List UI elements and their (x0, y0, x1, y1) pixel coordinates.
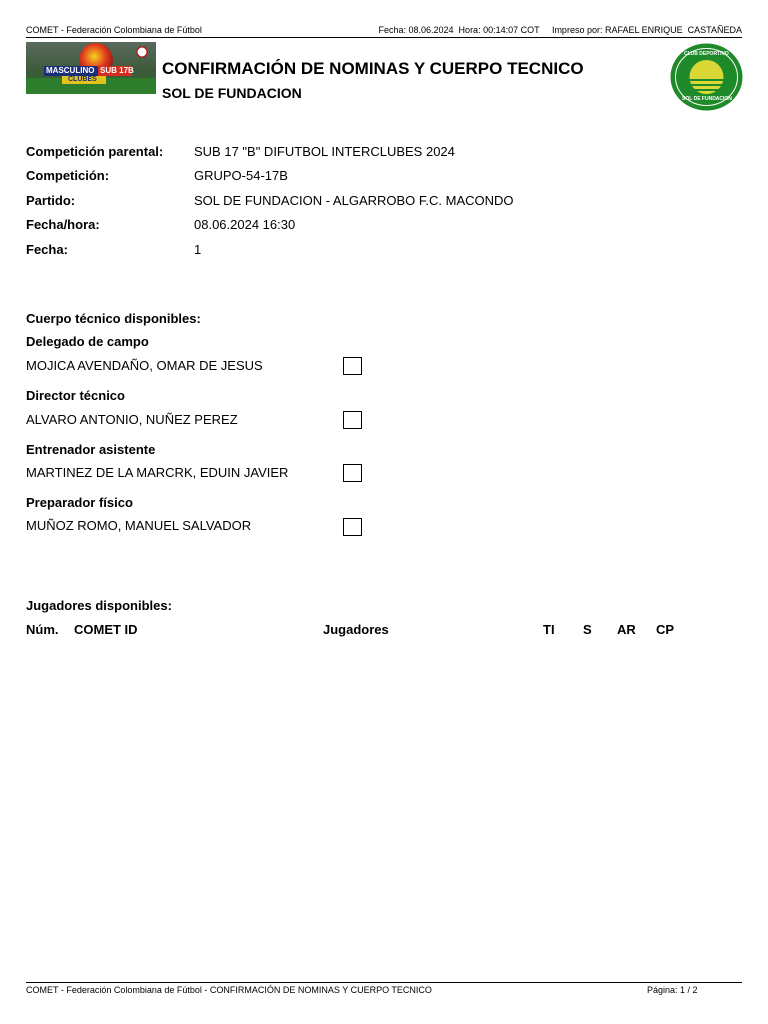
info-label: Fecha: (26, 241, 68, 257)
team-name: SOL DE FUNDACION (162, 85, 302, 101)
staff-role-label: Entrenador asistente (26, 442, 156, 457)
footer-text: COMET - Federación Colombiana de Fútbol - CONFIRMACIÓN DE NOMINAS Y CUERPO TECNICO (26, 985, 432, 995)
banner-text-masculino: MASCULINO (46, 66, 95, 75)
col-header-comet-id: COMET ID (74, 622, 138, 637)
banner-text-clubes: CLUBES (68, 76, 97, 83)
print-header (26, 24, 742, 38)
col-header-s: S (583, 622, 592, 637)
staff-confirm-checkbox[interactable] (343, 357, 362, 375)
col-header-ar: AR (617, 622, 636, 637)
footer-divider (26, 982, 742, 983)
info-value: 1 (194, 241, 202, 257)
col-header-num: Núm. (26, 622, 59, 637)
staff-confirm-checkbox[interactable] (343, 411, 362, 429)
staff-role-label: Delegado de campo (26, 334, 149, 349)
info-label: Competición: (26, 168, 110, 184)
info-label: Partido: (26, 192, 76, 208)
club-logo-bottom-text: SOL DE FUNDACION (682, 96, 732, 102)
banner-text-category: SUB 17B (100, 66, 134, 75)
staff-confirm-checkbox[interactable] (343, 518, 362, 536)
col-header-players: Jugadores (323, 622, 389, 637)
staff-role-label: Preparador físico (26, 495, 133, 510)
info-value: GRUPO-54-17B (194, 168, 288, 184)
org-name: COMET - Federación Colombiana de Fútbol (26, 25, 202, 35)
staff-member-name: ALVARO ANTONIO, NUÑEZ PEREZ (26, 412, 238, 427)
info-label: Competición parental: (26, 144, 164, 159)
col-header-cp: CP (656, 622, 675, 637)
club-logo-top-text: CLUB DEPORTIVO (684, 51, 729, 57)
staff-role-label: Director técnico (26, 388, 125, 403)
tournament-banner (26, 42, 156, 94)
staff-member-name: MUÑOZ ROMO, MANUEL SALVADOR (26, 518, 252, 533)
page-number: Página: 1 / 2 (647, 985, 698, 995)
print-info: Fecha: 08.06.2024 Hora: 00:14:07 COT Impreso por: RAFAEL ENRIQUE CASTAÑEDA (378, 25, 742, 35)
header-divider (26, 37, 742, 38)
staff-member-name: MARTINEZ DE LA MARCRK, EDUIN JAVIER (26, 465, 289, 480)
info-value: SUB 17 "B" DIFUTBOL INTERCLUBES 2024 (194, 144, 455, 159)
info-value: 08.06.2024 16:30 (194, 217, 296, 233)
document-title: CONFIRMACIÓN DE NOMINAS Y CUERPO TECNICO (162, 59, 584, 78)
info-label: Fecha/hora: (26, 217, 100, 233)
col-header-ti: TI (543, 622, 555, 637)
staff-member-name: MOJICA AVENDAÑO, OMAR DE JESUS (26, 358, 263, 373)
players-heading: Jugadores disponibles: (26, 598, 172, 613)
club-logo (670, 43, 743, 111)
staff-confirm-checkbox[interactable] (343, 464, 362, 482)
info-value: SOL DE FUNDACION - ALGARROBO F.C. MACONDO (194, 192, 514, 208)
staff-heading: Cuerpo técnico disponibles: (26, 311, 201, 326)
